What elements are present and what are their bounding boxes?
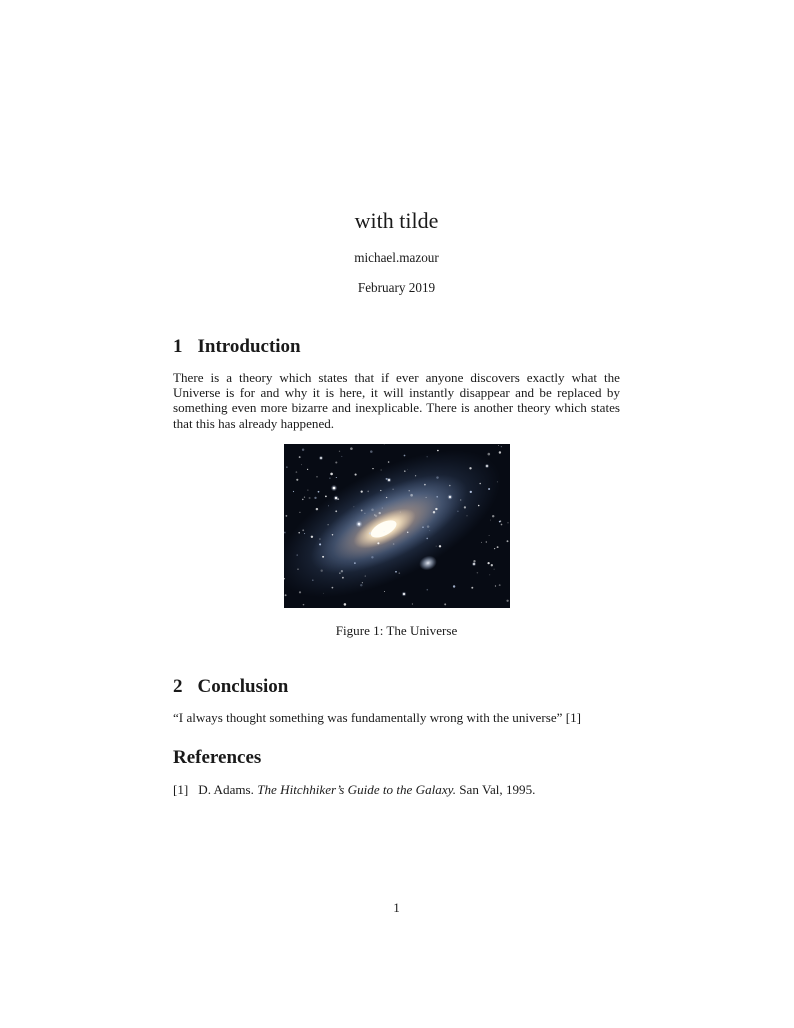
page-number: 1 [393, 900, 400, 916]
section-title: Introduction [197, 336, 301, 357]
section-title: Conclusion [197, 675, 289, 697]
reference-entry [173, 782, 620, 797]
conclusion-paragraph: “I always thought something was fundamentally wrong with the universe” [1] [173, 709, 581, 725]
document-content [0, 209, 794, 915]
reference-authors: D. Adams. [198, 782, 258, 798]
section-number: 1 [173, 336, 183, 357]
title-block [173, 209, 620, 295]
figure-caption: Figure 1: The Universe [335, 622, 458, 638]
document-author: michael.mazour [354, 250, 439, 265]
reference-title: The Hitchhiker’s Guide to the Galaxy. [257, 782, 456, 798]
reference-text [198, 782, 535, 797]
reference-publisher: San Val, 1995. [456, 782, 536, 798]
galaxy-photo [284, 444, 510, 608]
document-title: with tilde [354, 208, 439, 233]
section-heading-conclusion [173, 677, 620, 697]
figure-universe [173, 444, 620, 638]
galaxy-image [284, 444, 510, 608]
section-heading-introduction [173, 337, 620, 357]
section-number: 2 [173, 675, 183, 697]
document-date: February 2019 [357, 280, 436, 295]
introduction-paragraph: There is a theory which states that if ever anyone discovers exactly what the Universe is for and why it is here, it will instantly disappear and be replaced by something even more bizarre and inexplicable. There is another theory which states that this has already happened. [173, 370, 620, 431]
references-heading: References [173, 747, 262, 769]
reference-label: [1] [173, 782, 189, 798]
